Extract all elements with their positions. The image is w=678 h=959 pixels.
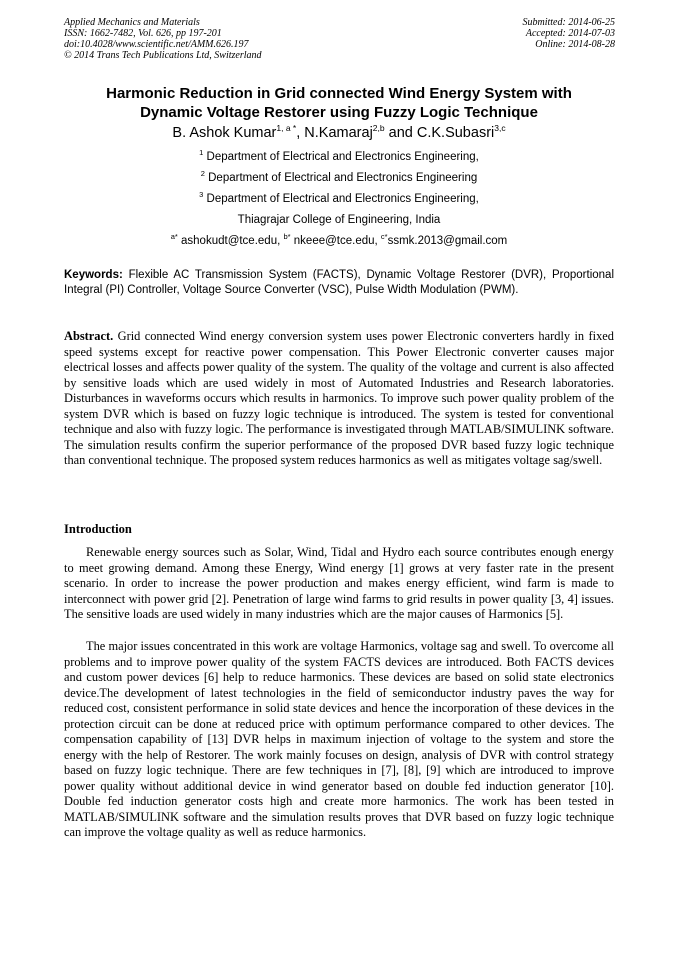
affiliation-3 xyxy=(40,192,638,206)
email-2-marker: b* xyxy=(283,232,291,241)
abstract-label: Abstract. xyxy=(64,329,114,343)
author-1-name: B. Ashok Kumar xyxy=(172,125,277,141)
author-separator: and xyxy=(384,125,417,141)
introduction-paragraph-2: The major issues concentrated in this work are voltage Harmonics, voltage sag and swell. To overcome all problems and to improve power quality of the system FACTS devices are introduced. Both FACTS devices and custom power devices [6] help to reduce harmonics. These devices are based on solid state electronics device.The development of latest technologies in the field of semiconductor industry paves the way for reduced cost, consistent performance in solid state devices and hence the incorporation of these devices in the protection circuit can be done at reduced price with optimum performance compared to other devices. The compensation capability of [13] DVR helps in maximum injection of voltage to the system and store the energy with the help of Restorer. The work mainly focuses on design, analysis of DVR with control strategy based on fuzzy logic technique. There are few techniques in [7], [8], [9] which are introduced to improve power quality without additional device in wind generator based on double fed induction generator [10]. Double fed induction generator costs high and create more harmonics. The work has been tested in MATLAB/SIMULINK software and the simulation results proves that DVR based on fuzzy logic technique can improve the voltage quality as well as reduce harmonics. xyxy=(64,639,614,839)
date-accepted: Accepted: 2014-07-03 xyxy=(525,28,615,39)
author-list xyxy=(40,124,638,143)
author-2-name: N.Kamaraj xyxy=(304,125,373,141)
email-3-marker: c* xyxy=(380,232,388,241)
affiliation-text: Department of Electrical and Electronics Engineering, xyxy=(206,193,479,205)
author-separator: , xyxy=(296,125,305,141)
publication-dates xyxy=(523,17,616,50)
email-3[interactable]: ssmk.2013@gmail.com xyxy=(387,235,508,247)
title-line-1: Harmonic Reduction in Grid connected Wind Energy System with xyxy=(106,85,572,102)
author-3-name: C.K.Subasri xyxy=(416,125,495,141)
email-2[interactable]: nkeee@tce.edu, xyxy=(293,235,381,247)
keywords-block xyxy=(64,268,614,298)
affiliation-text: Department of Electrical and Electronics Engineering, xyxy=(206,151,479,163)
keywords-text: Flexible AC Transmission System (FACTS), Dynamic Voltage Restorer (DVR), Proportional Integral (PI) Controller, Voltage Source Converter (VSC), Pulse Width Modulation (PWM). xyxy=(64,269,614,296)
affiliation-marker: 1 xyxy=(199,148,204,157)
journal-name: Applied Mechanics and Materials xyxy=(64,17,200,28)
introduction-paragraph-1: Renewable energy sources such as Solar, Wind, Tidal and Hydro each source contributes enough energy to meet growing demand. Among these Energy, Wind energy [1] grows at very faster rate in the present scenario. In order to increase the power production and makes energy efficient, wind farm is made to interconnect with power grid [2]. Penetration of large wind farms to grid results in power quality [3, 4] issues. The sensitive loads are used widely in many industries which are the major causes of Harmonics [5]. xyxy=(64,545,614,621)
paper-title xyxy=(40,84,638,122)
affiliation-institution xyxy=(40,213,638,227)
affiliation-marker: 3 xyxy=(199,190,204,199)
affiliation-text: Department of Electrical and Electronics Engineering xyxy=(208,172,478,184)
email-1[interactable]: ashokudt@tce.edu, xyxy=(181,235,284,247)
author-1-marker: 1, a * xyxy=(276,123,297,133)
author-3-marker: 3,c xyxy=(494,123,506,133)
date-online: Online: 2014-08-28 xyxy=(535,39,615,50)
journal-doi: doi:10.4028/www.scientific.net/AMM.626.197 xyxy=(64,39,249,50)
keywords-label: Keywords: xyxy=(64,269,123,281)
abstract-text: Grid connected Wind energy conversion system uses power Electronic converters hardly in fixed speed systems except for reactive power compensation. This Power Electronic converter causes major electrical losses and affects power quality of the system. The quality of the voltage and current is also affected by sensitive loads which are used widely in most of Automated Industries and Research laboratories. Disturbances in waveforms occurs which results in harmonics. To improve such power quality problem of the system DVR which is based on fuzzy logic technique is introduced. The system is tested for conventional technique and also with fuzzy logic. The performance is investigated through MATLAB/SIMULINK software. The simulation results confirm the superior performance of the proposed DVR based fuzzy logic technique than conventional technique. The proposed system reduces harmonics as well as mitigates voltage sag/swell. xyxy=(64,329,614,467)
author-2-marker: 2,b xyxy=(372,123,385,133)
author-emails xyxy=(40,234,638,248)
affiliation-1 xyxy=(40,150,638,164)
affiliation-text: Thiagrajar College of Engineering, India xyxy=(237,214,441,226)
abstract-block xyxy=(64,329,614,469)
journal-copyright: © 2014 Trans Tech Publications Ltd, Switzerland xyxy=(64,50,262,61)
journal-issn: ISSN: 1662-7482, Vol. 626, pp 197-201 xyxy=(64,28,222,39)
affiliation-2 xyxy=(40,171,638,185)
title-line-2: Dynamic Voltage Restorer using Fuzzy Logic Technique xyxy=(140,104,538,121)
affiliation-marker: 2 xyxy=(200,169,205,178)
email-1-marker: a* xyxy=(170,232,178,241)
date-submitted: Submitted: 2014-06-25 xyxy=(522,17,615,28)
section-heading-introduction: Introduction xyxy=(64,522,132,536)
journal-info xyxy=(64,17,262,61)
